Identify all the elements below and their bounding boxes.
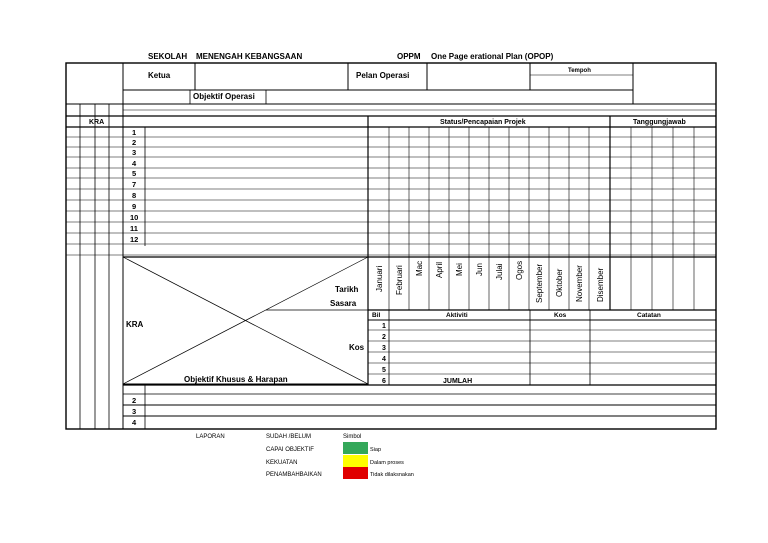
- cost-header-bil: Bil: [372, 312, 381, 319]
- month-label: November: [575, 265, 584, 302]
- bottom-row-number: 2: [132, 396, 137, 405]
- row-number: 4: [132, 159, 137, 168]
- legend-item-status: Tidak dilaksnakan: [370, 472, 414, 478]
- month-label: September: [535, 263, 544, 303]
- tanggungjawab-column-header: Tanggungjawab: [633, 119, 686, 126]
- legend-item-label: PENAMBAHBAIKAN: [266, 472, 322, 478]
- row-number: 7: [132, 180, 137, 189]
- legend-item-status: Dalam proses: [370, 460, 404, 466]
- laporan-label: LAPORAN: [196, 434, 225, 440]
- status-column-header: Status/Pencapaian Projek: [440, 119, 526, 126]
- cost-row-number: 3: [382, 345, 386, 352]
- row-number: 5: [132, 169, 137, 178]
- matrix-kos-label: Kos: [349, 343, 365, 352]
- month-label: Julai: [495, 263, 504, 280]
- row-number: 8: [132, 191, 137, 200]
- ketua-label: Ketua: [148, 71, 171, 80]
- simbol-label: Simbol: [343, 434, 362, 440]
- objektif-operasi-label: Objektif Operasi: [193, 92, 255, 101]
- month-labels: [375, 261, 605, 303]
- oppm-label: OPPM: [397, 52, 421, 61]
- jumlah-label: JUMLAH: [443, 378, 473, 385]
- school-name: MENENGAH KEBANGSAAN: [196, 52, 303, 61]
- cost-row-number: 6: [382, 378, 386, 385]
- objektif-khusus-label: Objektif Khusus & Harapan: [184, 375, 288, 384]
- cost-row-number: 2: [382, 334, 386, 341]
- legend-swatch-red: [343, 467, 368, 479]
- sudah-belum-label: SUDAH /BELUM: [266, 434, 312, 440]
- bottom-row-number: 3: [132, 407, 137, 416]
- row-number: 1: [132, 128, 137, 137]
- legend-item-label: KEKUATAN: [266, 460, 298, 466]
- cost-header-aktiviti: Aktiviti: [446, 312, 468, 319]
- bottom-row-number: 4: [132, 418, 137, 427]
- row-numbers: [130, 128, 138, 244]
- legend-swatch-green: [343, 442, 368, 454]
- month-label: Mac: [415, 260, 424, 276]
- legend-swatch-yellow: [343, 455, 368, 467]
- cost-row-number: 1: [382, 323, 386, 330]
- cost-row-number: 5: [382, 367, 386, 374]
- pelan-label: Pelan Operasi: [356, 71, 410, 80]
- legend-item-status: Siap: [370, 447, 382, 453]
- month-label: Disember: [596, 267, 605, 302]
- row-number: 10: [130, 213, 139, 222]
- legend: [196, 434, 414, 479]
- form-grid: [66, 63, 716, 429]
- row-number: 9: [132, 202, 137, 211]
- tarikh-label: Tarikh: [335, 285, 359, 294]
- month-label: Februari: [395, 265, 404, 295]
- plan-title: One Page erational Plan (OPOP): [431, 52, 554, 61]
- month-label: Januari: [375, 265, 384, 292]
- tempoh-label: Tempoh: [568, 68, 591, 74]
- cost-header-catatan: Catatan: [637, 312, 661, 319]
- cost-header-kos: Kos: [554, 312, 567, 319]
- row-number: 12: [130, 235, 139, 244]
- month-label: Mei: [455, 263, 464, 276]
- kra-column-header: KRA: [89, 119, 105, 126]
- month-label: Ogos: [515, 260, 524, 280]
- month-label: Oktober: [555, 268, 564, 297]
- row-number: 2: [132, 138, 137, 147]
- matrix-kra-label: KRA: [126, 320, 144, 329]
- cost-row-number: 4: [382, 356, 386, 363]
- school-label: SEKOLAH: [148, 52, 188, 61]
- row-number: 11: [130, 224, 138, 233]
- legend-item-label: CAPAI OBJEKTIF: [266, 447, 314, 453]
- month-label: April: [435, 261, 444, 278]
- row-number: 3: [132, 148, 137, 157]
- month-label: Jun: [475, 263, 484, 276]
- sasaran-label: Sasara: [330, 299, 357, 308]
